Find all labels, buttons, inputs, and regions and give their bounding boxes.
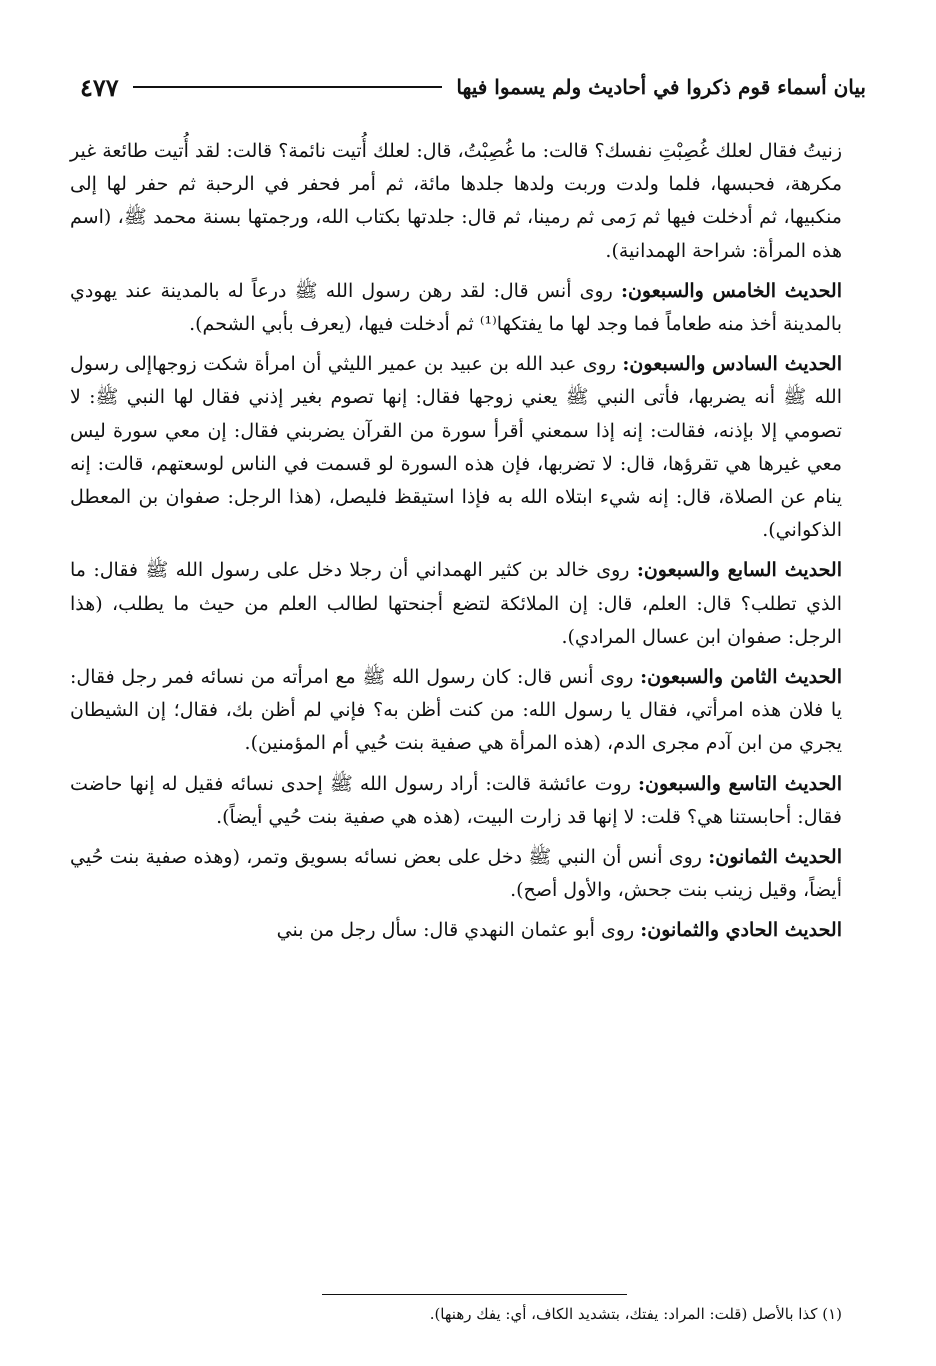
paragraph (70, 348, 842, 547)
page-body (70, 135, 842, 1246)
hadith-heading: الحديث الثامن والسبعون: (640, 666, 842, 689)
running-title: بيان أسماء قوم ذكروا في أحاديث ولم يسموا فيها (456, 75, 866, 99)
paragraph (70, 135, 842, 268)
paragraph-text: روى أنس قال: لقد رهن رسول الله ﷺ درعاً له بالمدينة عند يهودي بالمدينة أخذ منه طعاماً فما وجد لها ما يفتكها⁽¹⁾ ثم أدخلت فيها، (يعرف بأبي الشحم). (70, 279, 842, 336)
footnote-rule (322, 1294, 627, 1295)
header-rule (133, 86, 443, 88)
hadith-heading: الحديث الثمانون: (708, 846, 842, 869)
paragraph-text: روى أبو عثمان النهدي قال: سأل رجل من بني (276, 919, 641, 942)
paragraph-text: روت عائشة قالت: أراد رسول الله ﷺ إحدى نسائه فقيل له إنها حاضت فقال: أحابستنا هي؟ قلت: لا إنها قد زارت البيت، (هذه هي صفية بنت حُيي أيضاً). (70, 772, 842, 828)
hadith-heading: الحديث الخامس والسبعون: (620, 279, 842, 302)
paragraph-text: زنيتُ فقال لعلك غُصِبْتِ نفسك؟ قالت: ما غُصِبْتُ، قال: لعلك أُتيت نائمة؟ قالت: لقد أُتيت طائعة غير مكرهة، فحبسها، فلما ولدت وربت ولدها جلدها مائة، ثم أمر فحفر في الرحبة ثم حفر لها إلى منكبيها، ثم أدخلت فيها ثم رَمى ثم رمينا، ثم قال: جلدتها بكتاب الله، ورجمتها بسنة محمد ﷺ، (اسم هذه المرأة: شراحة الهمدانية). (70, 140, 842, 262)
paragraph (70, 768, 842, 834)
page-number: ٤٧٧ (80, 72, 119, 102)
paragraph (70, 661, 842, 761)
hadith-heading: الحديث الحادي والثمانون: (640, 919, 842, 942)
page-header (80, 70, 866, 104)
paragraph-text: روى أنس أن النبي ﷺ دخل على بعض نسائه بسويق وتمر، (وهذه صفية بنت حُيي أيضاً، وقيل زينب بنت جحش، والأول أصح). (70, 846, 842, 902)
paragraph (70, 554, 842, 654)
paragraph (70, 275, 842, 341)
paragraph (70, 841, 842, 907)
hadith-heading: الحديث السابع والسبعون: (636, 559, 843, 582)
paragraph (70, 914, 842, 947)
hadith-heading: الحديث السادس والسبعون: (622, 353, 842, 376)
paragraph-text: روى خالد بن كثير الهمداني أن رجلا دخل على رسول الله ﷺ فقال: ما الذي تطلب؟ قال: العلم، قال: إن الملائكة لتضع أجنحتها لطالب العلم من حيث ما يطلب، (هذا الرجل: صفوان ابن عسال المرادي). (70, 559, 842, 648)
paragraph-text: روى أنس قال: كان رسول الله ﷺ مع امرأته من نسائه فمر رجل فقال: يا فلان هذه امرأتي، فقال يا رسول الله: من كنت أظن به؟ فإني لم أظن بك، فقال؛ إن الشيطان يجري من ابن آدم مجرى الدم، (هذه المرأة هي صفية بنت حُيي أم المؤمنين). (70, 666, 842, 755)
hadith-heading: الحديث التاسع والسبعون: (638, 772, 842, 795)
paragraph-text: روى عبد الله بن عبيد بن عمير الليثي أن امرأة شكت زوجهاإلى رسول الله ﷺ أنه يضربها، فأتى النبي ﷺ يعني زوجها فقال: إنها تصوم بغير إذني فقال لها النبي ﷺ: لا تصومي إلا بإذنه، فقالت: إنه إذا سمعني أقرأ سورة من القرآن يضربني فقال: إن معي سورة ليس معي غيرها هي تقرؤها، قال: لا تضربها، فإن هذه السورة لو قسمت في الناس لوسعتهم، قالت: إنه ينام عن الصلاة، قال: إنه شيء ابتلاه الله به فإذا استيقظ فليصل، (هذا الرجل: صفوان بن المعطل الذكواني). (70, 353, 842, 542)
footnote: (١) كذا بالأصل (قلت: المراد: يفتك، بتشديد الكاف، أي: يفك رهنها). (429, 1305, 842, 1323)
